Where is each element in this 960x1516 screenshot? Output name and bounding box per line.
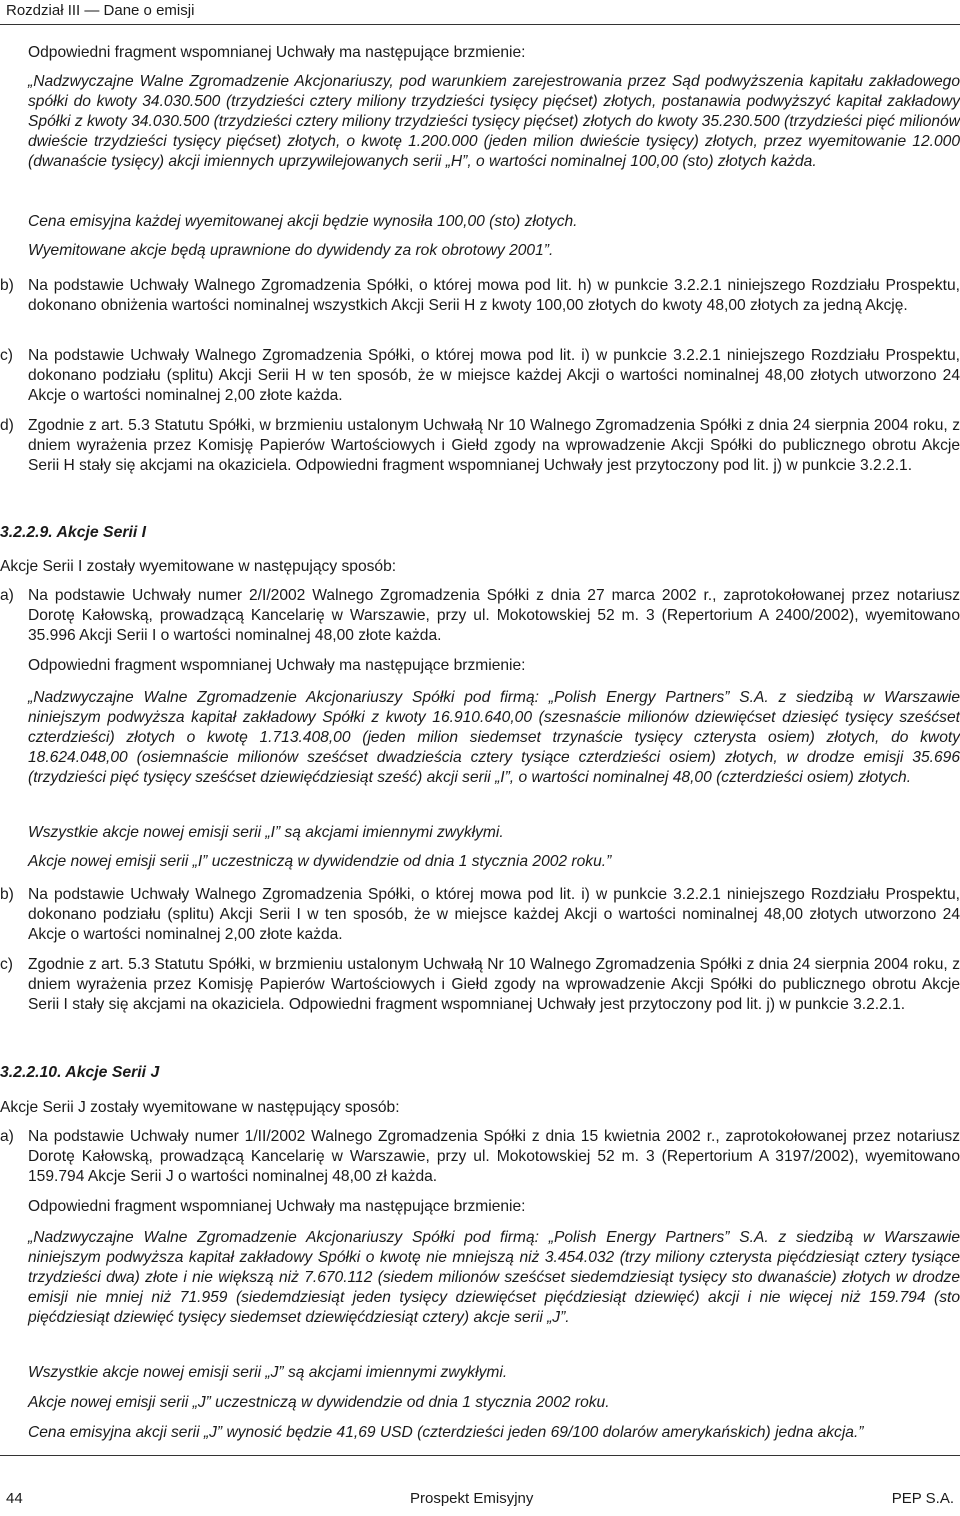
- series-h-issue-price: Cena emisyjna każdej wyemitowanej akcji będzie wynosiła 100,00 (sto) złotych.: [28, 213, 578, 230]
- series-h-item-d: [0, 416, 960, 496]
- series-j-resolution-quote: „Nadzwyczajne Walne Zgromadzenie Akcjonariuszy Spółki pod firmą: „Polish Energy Partners” S.A. z siedzibą w Warszawie niniejszym podwyższa kapitał zakładowy Spółki o kwotę nie mniejszą niż 3.454.032 (trzy miliony czterysta pięćdziesiąt cztery tysiące trzydzieści dwa) złote i nie większą niż 7.670.112 (siedem milionów sześćset siedemdziesiąt tysięcy sto dwanaście) złotych w drodze emisji nie mniej niż 71.959 (siedemdziesiąt jeden tysięcy dziewięćset pięćdziesiąt dziewięć) akcji i nie więcej niż 159.794 (sto pięćdziesiąt dziewięć tysięcy siedemset dziewięćdziesiąt cztery) akcje serii „J”.: [28, 1229, 960, 1326]
- item-text: Na podstawie Uchwały Walnego Zgromadzenia Spółki, o której mowa pod lit. i) w punkcie 3.2.2.1 niniejszego Rozdziału Prospektu, dokonano podziału (splitu) Akcji Serii I w ten sposób, że w miejsce każdej Akcji o wartości nominalnej 48,00 złotych utworzono 24 Akcje o wartości nominalnej 2,00 złote każda.: [28, 886, 960, 943]
- section-heading-series-i: 3.2.2.9. Akcje Serii I: [0, 524, 147, 541]
- header-divider: [0, 24, 960, 25]
- item-label: c): [0, 347, 13, 364]
- item-text: Na podstawie Uchwały numer 2/I/2002 Walnego Zgromadzenia Spółki z dnia 27 marca 2002 r., zaprotokołowanej przez notariusz Dorotę Kałowską, prowadzącą Kancelarię w Warszawie, przy ul. Mokotowskiej 52 m. 3 (Repertorium A 2400/2002), wyemitowano 35.996 Akcji Serii I o wartości nominalnej 48,00 złote każda.: [28, 587, 960, 644]
- series-h-item-b: [0, 276, 960, 336]
- item-text: Zgodnie z art. 5.3 Statutu Spółki, w brzmieniu ustalonym Uchwałą Nr 10 Walnego Zgromadzenia Spółki z dnia 24 sierpnia 2004 roku, z dniem wyrażenia przez Komisję Papierów Wartościowych i Giełd zgody na wprowadzenie Akcji Spółki do publicznego obrotu Akcje Serii I stały się akcjami na okaziciela. Odpowiedni fragment wspomnianej Uchwały jest przytoczony pod lit. j) w punkcie 3.2.2.1.: [28, 956, 960, 1013]
- chapter-title: Rozdział III — Dane o emisji: [6, 2, 195, 19]
- section-heading-series-j: 3.2.2.10. Akcje Serii J: [0, 1064, 160, 1081]
- series-h-item-c: [0, 346, 960, 406]
- series-j-dividend: Akcje nowej emisji serii „J” uczestniczą w dywidendzie od dnia 1 stycznia 2002 roku.: [28, 1394, 610, 1411]
- series-i-intro: Akcje Serii I zostały wyemitowane w następujący sposób:: [0, 558, 397, 575]
- series-i-fragment-intro: Odpowiedni fragment wspomnianej Uchwały ma następujące brzmienie:: [28, 657, 526, 674]
- item-text: Na podstawie Uchwały numer 1/II/2002 Walnego Zgromadzenia Spółki z dnia 15 kwietnia 2002 r., zaprotokołowanej przez notariusz Dorotę Kałowską, prowadzącą Kancelarię w Warszawie, przy ul. Mokotowskiej 52 m. 3 (Repertorium A 3197/2002), wyemitowano 159.794 Akcje Serii J o wartości nominalnej 48,00 zł każda.: [28, 1128, 960, 1185]
- page-number: 44: [6, 1490, 23, 1507]
- series-h-dividend: Wyemitowane akcje będą uprawnione do dywidendy za rok obrotowy 2001”.: [28, 242, 554, 259]
- footer-company-name: PEP S.A.: [891, 1490, 954, 1507]
- item-label: a): [0, 587, 14, 604]
- series-i-dividend: Akcje nowej emisji serii „I” uczestniczą w dywidendzie od dnia 1 stycznia 2002 roku.”: [28, 853, 612, 870]
- item-label: d): [0, 417, 14, 434]
- item-label: b): [0, 886, 14, 903]
- series-i-item-b: [0, 885, 960, 945]
- series-j-registered-shares: Wszystkie akcje nowej emisji serii „J” są akcjami imiennymi zwykłymi.: [28, 1364, 508, 1381]
- footer-document-title: Prospekt Emisyjny: [410, 1490, 534, 1507]
- item-text: Zgodnie z art. 5.3 Statutu Spółki, w brzmieniu ustalonym Uchwałą Nr 10 Walnego Zgromadzenia Spółki z dnia 24 sierpnia 2004 roku, z dniem wyrażenia przez Komisję Papierów Wartościowych i Giełd zgody na wprowadzenie Akcji Spółki do publicznego obrotu Akcje Serii H stały się akcjami na okaziciela. Odpowiedni fragment wspomnianej Uchwały jest przytoczony pod lit. j) w punkcie 3.2.2.1.: [28, 417, 960, 474]
- page-header: [0, 0, 960, 24]
- series-j-issue-price: Cena emisyjna akcji serii „J” wynosić będzie 41,69 USD (czterdzieści jeden 69/100 dolarów amerykańskich) jedna akcja.”: [28, 1424, 864, 1441]
- item-label: b): [0, 277, 14, 294]
- item-label: a): [0, 1128, 14, 1145]
- item-text: Na podstawie Uchwały Walnego Zgromadzenia Spółki, o której mowa pod lit. h) w punkcie 3.2.2.1 niniejszego Rozdziału Prospektu, dokonano obniżenia wartości nominalnej wszystkich Akcji Serii H z kwoty 100,00 złotych do kwoty 48,00 złotych za jedną Akcję.: [28, 277, 960, 314]
- series-i-registered-shares: Wszystkie akcje nowej emisji serii „I” są akcjami imiennymi zwykłymi.: [28, 824, 504, 841]
- series-h-resolution-quote: „Nadzwyczajne Walne Zgromadzenie Akcjonariuszy, pod warunkiem zarejestrowania przez Sąd podwyższenia kapitału zakładowego spółki do kwoty 34.030.500 (trzydzieści cztery miliony trzydzieści tysięcy pięćset) złotych, postanawia podwyższyć kapitał zakładowy Spółki z kwoty 34.030.500 (trzydzieści cztery miliony trzydzieści tysięcy pięćset) złotych do kwoty 35.230.500 (trzydzieści pięć milionów dwieście trzydzieści tysięcy pięćset) złotych, o kwotę 1.200.000 (jeden milion dwieście tysięcy) złotych, przez wyemitowanie 12.000 (dwanaście tysięcy) akcji imiennych uprzywilejowanych serii „H”, o wartości nominalnej 100,00 (sto) złotych każda.: [28, 73, 960, 170]
- series-j-item-a: [0, 1127, 960, 1187]
- series-i-item-a: [0, 586, 960, 646]
- series-j-intro: Akcje Serii J zostały wyemitowane w następujący sposób:: [0, 1099, 400, 1116]
- series-h-fragment-intro: Odpowiedni fragment wspomnianej Uchwały ma następujące brzmienie:: [28, 44, 526, 61]
- series-i-item-c: [0, 955, 960, 1035]
- footer-divider: [0, 1455, 960, 1456]
- series-i-resolution-quote: „Nadzwyczajne Walne Zgromadzenie Akcjonariuszy Spółki pod firmą: „Polish Energy Partners” S.A. z siedzibą w Warszawie niniejszym podwyższa kapitał zakładowy Spółki z kwoty 16.910.640,00 (szesnaście milionów dziewięćset dziesięć tysięcy sześćset czterdzieści) złotych o kwotę 1.713.408,00 (jeden milion siedemset trzynaście tysięcy czterysta osiem) złotych, do kwoty 18.624.048,00 (osiemnaście milionów sześćset dwadzieścia cztery tysiące czterdzieści osiem) złotych, w drodze emisji 35.696 (trzydzieści pięć tysięcy sześćset dziewięćdziesiąt sześć) akcji serii „I”, o wartości nominalnej 48,00 (czterdzieści osiem) złotych.: [28, 689, 960, 786]
- item-text: Na podstawie Uchwały Walnego Zgromadzenia Spółki, o której mowa pod lit. i) w punkcie 3.2.2.1 niniejszego Rozdziału Prospektu, dokonano podziału (splitu) Akcji Serii H w ten sposób, że w miejsce każdej Akcji o wartości nominalnej 48,00 złotych utworzono 24 Akcje o wartości nominalnej 2,00 złote każda.: [28, 347, 960, 404]
- item-label: c): [0, 956, 13, 973]
- series-j-fragment-intro: Odpowiedni fragment wspomnianej Uchwały ma następujące brzmienie:: [28, 1198, 526, 1215]
